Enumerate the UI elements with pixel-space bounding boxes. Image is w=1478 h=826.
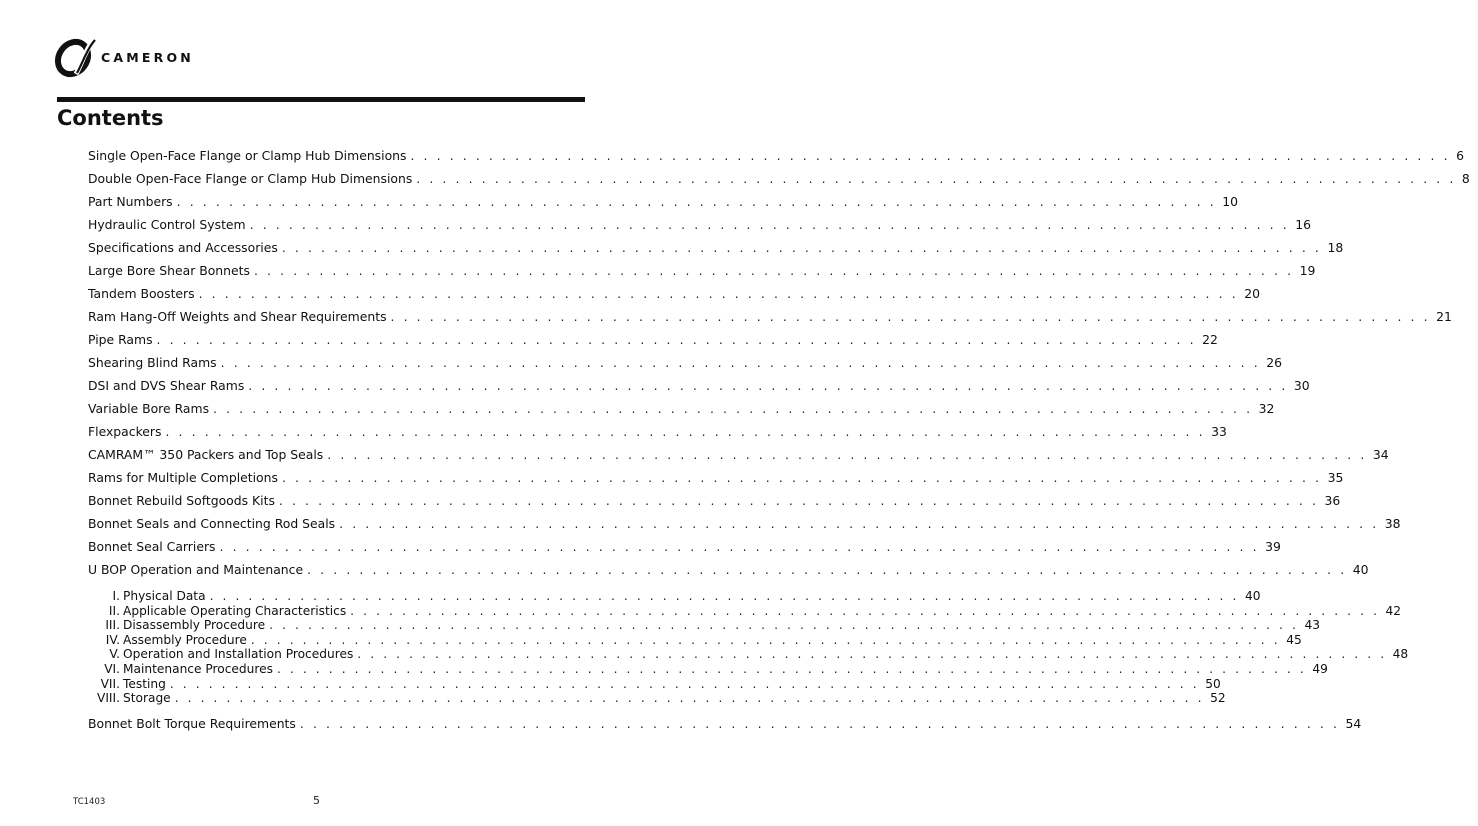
toc-entry-label: DSI and DVS Shear Rams xyxy=(88,374,246,397)
toc-page-number: 38 xyxy=(1384,516,1401,531)
dot-leader: . . . . . . . . . . . . . . . . . . . . . . . . . . . . . . . . . . . . . . . . . . . . . . . . . . . . . . . . . . . . . . . . . . . . . . . . . . . . . . . . xyxy=(156,332,1197,347)
toc-page-number: 20 xyxy=(1244,286,1261,301)
toc-subentry-text: Testing xyxy=(123,676,166,691)
dot-leader: . . . . . . . . . . . . . . . . . . . . . . . . . . . . . . . . . . . . . . . . . . . . . . . . . . . . . . . . . . . . . . . . . . . . . . . . . . . . . . . . xyxy=(169,676,1200,691)
toc-subentry-numeral: III. xyxy=(105,618,120,633)
toc-page-number: 22 xyxy=(1202,332,1218,347)
toc-page-number: 33 xyxy=(1211,424,1227,439)
toc-page-number: 19 xyxy=(1299,263,1316,278)
toc-page-number: 50 xyxy=(1205,676,1221,691)
toc-page-number: 16 xyxy=(1295,217,1312,232)
toc-page-number: 40 xyxy=(1352,562,1369,577)
toc-page-number: 35 xyxy=(1327,470,1344,485)
dot-leader: . . . . . . . . . . . . . . . . . . . . . . . . . . . . . . . . . . . . . . . . . . . . . . . . . . . . . . . . . . . . . . . . . . . . . . . . . . . . . . . . xyxy=(253,263,1294,278)
toc-entry[interactable] xyxy=(88,213,1312,236)
toc-page-number: 39 xyxy=(1265,539,1281,554)
toc-entry-label xyxy=(88,647,355,662)
dot-leader: . . . . . . . . . . . . . . . . . . . . . . . . . . . . . . . . . . . . . . . . . . . . . . . . . . . . . . . . . . . . . . . . . . . . . . . . . . . . . . . . xyxy=(327,447,1367,462)
toc-entry-label: U BOP Operation and Maintenance xyxy=(88,558,305,581)
toc-page-number: 32 xyxy=(1258,401,1275,416)
toc-entry[interactable] xyxy=(88,535,1281,558)
toc-entry[interactable] xyxy=(88,558,1369,581)
toc-page-number: 21 xyxy=(1436,309,1452,324)
header-rule xyxy=(57,97,585,102)
toc-page-number: 48 xyxy=(1392,647,1409,662)
toc-page-number: 30 xyxy=(1293,378,1310,393)
toc-entry-label: Large Bore Shear Bonnets xyxy=(88,259,252,282)
dot-leader: . . . . . . . . . . . . . . . . . . . . . . . . . . . . . . . . . . . . . . . . . . . . . . . . . . . . . . . . . . . . . . . . . . . . . . . . . . . . . . . . xyxy=(307,562,1347,577)
toc-page-number: 40 xyxy=(1244,589,1261,603)
toc-page-number: 18 xyxy=(1327,240,1344,255)
toc-entry-label: Specifications and Accessories xyxy=(88,236,280,259)
toc-entry-label: Pipe Rams xyxy=(88,328,155,351)
toc-subentry[interactable] xyxy=(88,589,1261,604)
toc-entry-label: Part Numbers xyxy=(88,190,175,213)
toc-subentry[interactable] xyxy=(88,603,1402,619)
dot-leader: . . . . . . . . . . . . . . . . . . . . . . . . . . . . . . . . . . . . . . . . . . . . . . . . . . . . . . . . . . . . . . . . . . . . . . . . . . . . . . . . xyxy=(390,309,1431,324)
toc-subentry-numeral: IV. xyxy=(105,632,120,647)
toc-entry[interactable] xyxy=(88,351,1283,374)
toc-entry-label xyxy=(88,677,168,692)
toc-entry-label: Bonnet Seals and Connecting Rod Seals xyxy=(88,512,337,535)
toc-page-number: 26 xyxy=(1266,355,1283,370)
toc-page-number: 36 xyxy=(1324,493,1341,508)
dot-leader: . . . . . . . . . . . . . . . . . . . . . . . . . . . . . . . . . . . . . . . . . . . . . . . . . . . . . . . . . . . . . . . . . . . . . . . . . . . . . . . . xyxy=(357,647,1387,662)
dot-leader: . . . . . . . . . . . . . . . . . . . . . . . . . . . . . . . . . . . . . . . . . . . . . . . . . . . . . . . . . . . . . . . . . . . . . . . . . . . . . . . . xyxy=(276,661,1307,676)
toc-entry[interactable] xyxy=(88,512,1401,535)
toc-subentry-text: Storage xyxy=(123,691,171,706)
toc-entry[interactable] xyxy=(88,420,1227,443)
toc-subentry-text: Disassembly Procedure xyxy=(123,618,266,633)
toc-page-number: 43 xyxy=(1304,618,1320,633)
dot-leader: . . . . . . . . . . . . . . . . . . . . . . . . . . . . . . . . . . . . . . . . . . . . . . . . . . . . . . . . . . . . . . . . . . . . . . . . . . . . . . . . xyxy=(198,286,1239,301)
toc-entry-label: Variable Bore Rams xyxy=(88,397,211,420)
toc-subentry[interactable] xyxy=(88,661,1328,677)
toc-subentry-text: Physical Data xyxy=(123,589,206,603)
dot-leader: . . . . . . . . . . . . . . . . . . . . . . . . . . . . . . . . . . . . . . . . . . . . . . . . . . . . . . . . . . . . . . . . . . . . . . . . . . . . . . . . xyxy=(248,378,1288,393)
toc-subentry-numeral: VI. xyxy=(104,661,120,676)
toc-entry-label xyxy=(88,633,249,648)
cameron-logo-icon xyxy=(56,33,100,79)
toc-subentry-numeral: V. xyxy=(109,647,120,662)
toc-page-number: 8 xyxy=(1461,171,1470,186)
toc-subentry-numeral: II. xyxy=(108,603,120,618)
toc-entry-label: Double Open-Face Flange or Clamp Hub Dimensions xyxy=(88,167,414,190)
toc-entry-label: CAMRAM™ 350 Packers and Top Seals xyxy=(88,443,325,466)
toc-entry[interactable] xyxy=(88,374,1310,397)
dot-leader: . . . . . . . . . . . . . . . . . . . . . . . . . . . . . . . . . . . . . . . . . . . . . . . . . . . . . . . . . . . . . . . . . . . . . . . . . . . . . . . . xyxy=(209,589,1239,603)
toc-entry[interactable] xyxy=(88,167,1470,190)
brand-name: CAMERON xyxy=(101,50,194,65)
toc-entry-label: Tandem Boosters xyxy=(88,282,197,305)
cameron-logo xyxy=(56,33,256,79)
dot-leader: . . . . . . . . . . . . . . . . . . . . . . . . . . . . . . . . . . . . . . . . . . . . . . . . . . . . . . . . . . . . . . . . . . . . . . . . . . . . . . . . xyxy=(281,470,1322,485)
table-of-contents xyxy=(88,144,1470,735)
toc-entry[interactable] xyxy=(88,305,1452,328)
toc-entry-label xyxy=(88,691,173,706)
toc-final-entry xyxy=(88,712,1362,735)
toc-subentry-text: Maintenance Procedures xyxy=(123,661,273,676)
toc-subentry-text: Applicable Operating Characteristics xyxy=(123,603,347,618)
toc-subentry-text: Assembly Procedure xyxy=(123,632,247,647)
toc-subentry[interactable] xyxy=(88,676,1221,692)
toc-subentry[interactable] xyxy=(88,691,1226,706)
toc-subentry[interactable] xyxy=(88,647,1409,662)
toc-entry[interactable] xyxy=(88,712,1362,735)
toc-entry-label xyxy=(88,618,267,633)
toc-entry[interactable] xyxy=(88,397,1275,420)
dot-leader: . . . . . . . . . . . . . . . . . . . . . . . . . . . . . . . . . . . . . . . . . . . . . . . . . . . . . . . . . . . . . . . . . . . . . . . . . . . . . . . . xyxy=(165,424,1206,439)
toc-entry-label: Bonnet Seal Carriers xyxy=(88,535,218,558)
toc-subentry-numeral: VII. xyxy=(100,676,120,691)
toc-subentry[interactable] xyxy=(88,632,1302,648)
toc-page-number: 52 xyxy=(1210,691,1226,706)
page-title: Contents xyxy=(57,106,164,130)
dot-leader: . . . . . . . . . . . . . . . . . . . . . . . . . . . . . . . . . . . . . . . . . . . . . . . . . . . . . . . . . . . . . . . . . . . . . . . . . . . . . . . . xyxy=(219,539,1260,554)
toc-subentry-numeral: I. xyxy=(112,589,120,603)
dot-leader: . . . . . . . . . . . . . . . . . . . . . . . . . . . . . . . . . . . . . . . . . . . . . . . . . . . . . . . . . . . . . . . . . . . . . . . . . . . . . . . . xyxy=(176,194,1217,209)
footer-page-number: 5 xyxy=(313,794,320,807)
toc-subentry-text: Operation and Installation Procedures xyxy=(123,647,354,662)
toc-subentries xyxy=(88,589,1409,706)
dot-leader: . . . . . . . . . . . . . . . . . . . . . . . . . . . . . . . . . . . . . . . . . . . . . . . . . . . . . . . . . . . . . . . . . . . . . . . . . . . . . . . . xyxy=(281,240,1322,255)
toc-entry-label xyxy=(88,604,348,619)
toc-entry-label: Shearing Blind Rams xyxy=(88,351,219,374)
toc-main-entries xyxy=(88,144,1470,581)
footer-doc-code: TC1403 xyxy=(73,797,106,807)
toc-subentry-numeral: VIII. xyxy=(97,691,120,706)
toc-entry[interactable] xyxy=(88,328,1218,351)
dot-leader: . . . . . . . . . . . . . . . . . . . . . . . . . . . . . . . . . . . . . . . . . . . . . . . . . . . . . . . . . . . . . . . . . . . . . . . . . . . . . . . . xyxy=(410,148,1451,163)
toc-entry-label xyxy=(88,589,208,604)
toc-entry[interactable] xyxy=(88,236,1344,259)
toc-entry[interactable] xyxy=(88,144,1464,167)
dot-leader: . . . . . . . . . . . . . . . . . . . . . . . . . . . . . . . . . . . . . . . . . . . . . . . . . . . . . . . . . . . . . . . . . . . . . . . . . . . . . . . . xyxy=(249,217,1290,232)
toc-entry[interactable] xyxy=(88,443,1389,466)
dot-leader: . . . . . . . . . . . . . . . . . . . . . . . . . . . . . . . . . . . . . . . . . . . . . . . . . . . . . . . . . . . . . . . . . . . . . . . . . . . . . . . . xyxy=(213,401,1253,416)
toc-page-number: 10 xyxy=(1222,194,1239,209)
dot-leader: . . . . . . . . . . . . . . . . . . . . . . . . . . . . . . . . . . . . . . . . . . . . . . . . . . . . . . . . . . . . . . . . . . . . . . . . . . . . . . . . xyxy=(220,355,1261,370)
toc-subentry[interactable] xyxy=(88,618,1320,633)
toc-entry[interactable] xyxy=(88,259,1316,282)
toc-page-number: 54 xyxy=(1345,715,1362,731)
dot-leader: . . . . . . . . . . . . . . . . . . . . . . . . . . . . . . . . . . . . . . . . . . . . . . . . . . . . . . . . . . . . . . . . . . . . . . . . . . . . . . . . xyxy=(299,715,1340,731)
toc-page-number: 42 xyxy=(1385,603,1402,618)
toc-entry-label: Rams for Multiple Completions xyxy=(88,466,280,489)
dot-leader: . . . . . . . . . . . . . . . . . . . . . . . . . . . . . . . . . . . . . . . . . . . . . . . . . . . . . . . . . . . . . . . . . . . . . . . . . . . . . . . . xyxy=(278,493,1319,508)
dot-leader: . . . . . . . . . . . . . . . . . . . . . . . . . . . . . . . . . . . . . . . . . . . . . . . . . . . . . . . . . . . . . . . . . . . . . . . . . . . . . . . . xyxy=(339,516,1379,531)
dot-leader: . . . . . . . . . . . . . . . . . . . . . . . . . . . . . . . . . . . . . . . . . . . . . . . . . . . . . . . . . . . . . . . . . . . . . . . . . . . . . . . . xyxy=(174,691,1205,706)
toc-entry[interactable] xyxy=(88,466,1344,489)
toc-entry-label: Bonnet Bolt Torque Requirements xyxy=(88,712,298,735)
toc-entry-label: Flexpackers xyxy=(88,420,163,443)
toc-entry-label: Bonnet Rebuild Softgoods Kits xyxy=(88,489,277,512)
toc-entry-label: Single Open-Face Flange or Clamp Hub Dimensions xyxy=(88,144,408,167)
toc-entry-label: Hydraulic Control System xyxy=(88,213,248,236)
toc-entry-label xyxy=(88,662,275,677)
dot-leader: . . . . . . . . . . . . . . . . . . . . . . . . . . . . . . . . . . . . . . . . . . . . . . . . . . . . . . . . . . . . . . . . . . . . . . . . . . . . . . . . xyxy=(350,603,1380,618)
dot-leader: . . . . . . . . . . . . . . . . . . . . . . . . . . . . . . . . . . . . . . . . . . . . . . . . . . . . . . . . . . . . . . . . . . . . . . . . . . . . . . . . xyxy=(250,632,1281,647)
dot-leader: . . . . . . . . . . . . . . . . . . . . . . . . . . . . . . . . . . . . . . . . . . . . . . . . . . . . . . . . . . . . . . . . . . . . . . . . . . . . . . . . xyxy=(269,618,1299,633)
toc-entry[interactable] xyxy=(88,190,1239,213)
toc-page-number: 34 xyxy=(1372,447,1389,462)
toc-page-number: 45 xyxy=(1286,632,1302,647)
toc-entry[interactable] xyxy=(88,489,1341,512)
toc-entry[interactable] xyxy=(88,282,1261,305)
toc-page-number: 49 xyxy=(1312,661,1328,676)
toc-entry-label: Ram Hang-Off Weights and Shear Requirements xyxy=(88,305,389,328)
dot-leader: . . . . . . . . . . . . . . . . . . . . . . . . . . . . . . . . . . . . . . . . . . . . . . . . . . . . . . . . . . . . . . . . . . . . . . . . . . . . . . . . xyxy=(416,171,1456,186)
toc-page-number: 6 xyxy=(1456,148,1464,163)
